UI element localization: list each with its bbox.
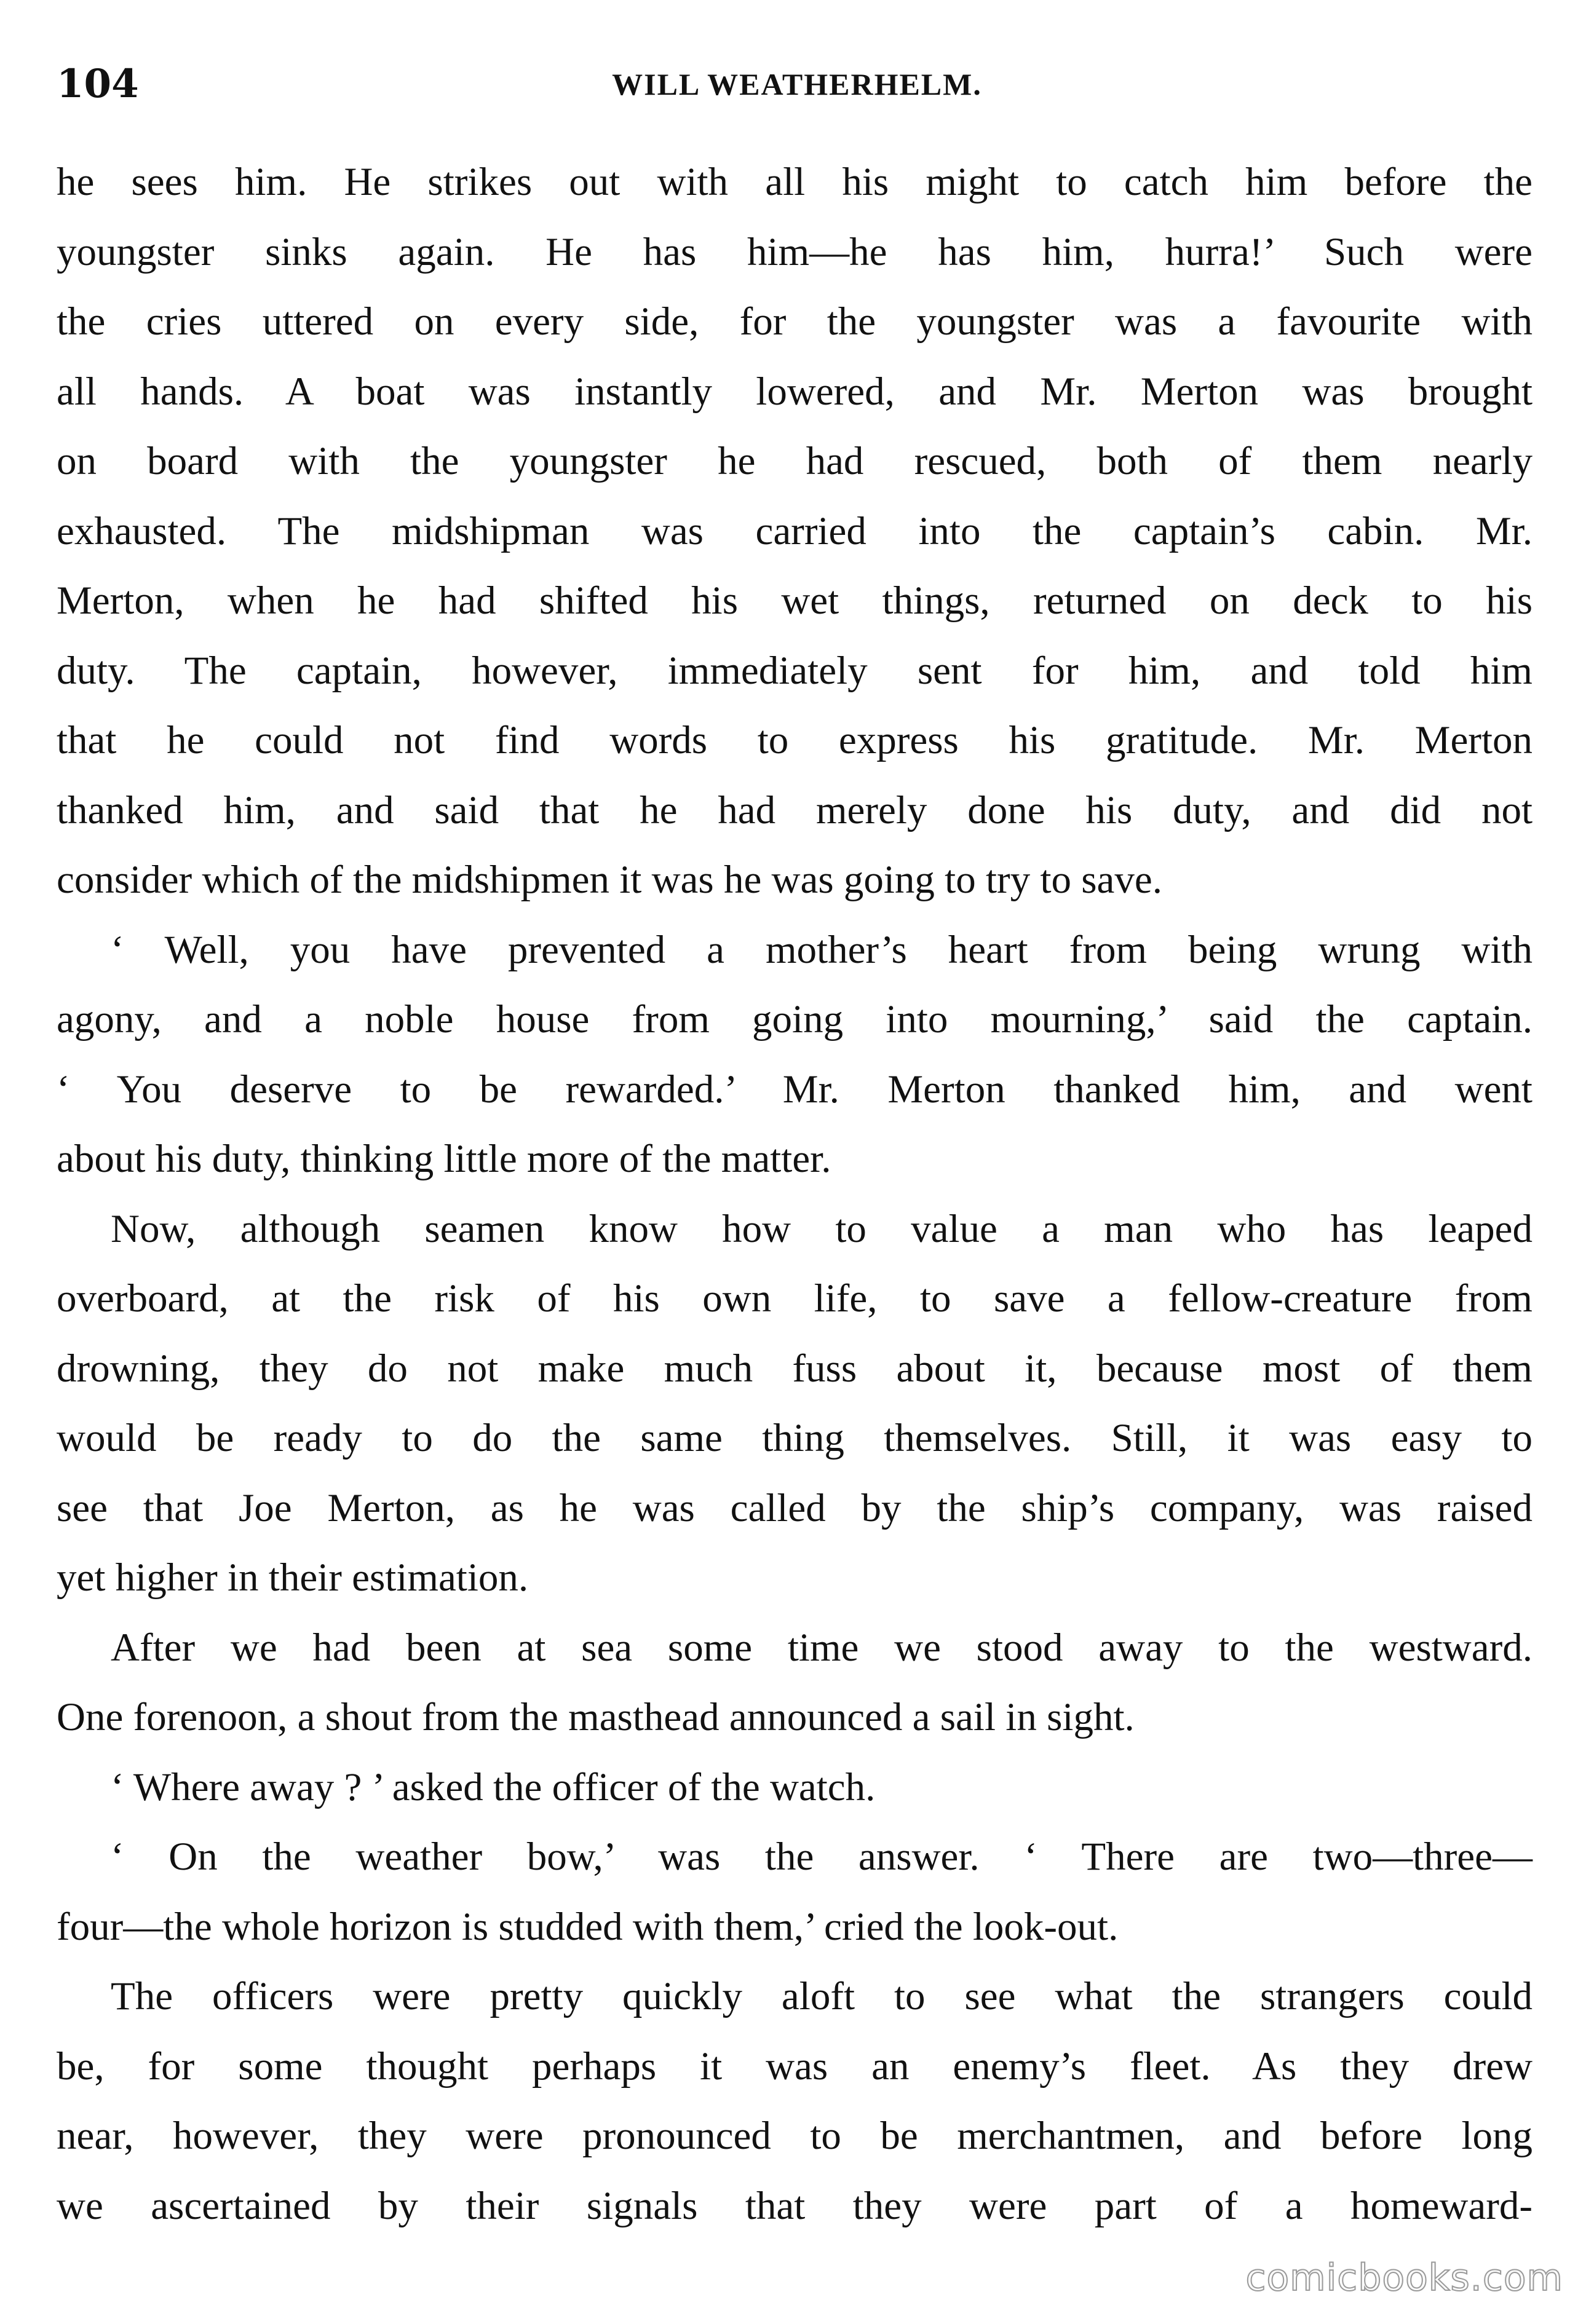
text-line: see that Joe Merton, as he was called by the ship’s company, was raised	[57, 1485, 1533, 1530]
text-line: all hands. A boat was instantly lowered, and Mr. Merton was brought	[57, 369, 1533, 414]
text-line: ‘ On the weather bow,’ was the answer. ‘ There are two—three—	[111, 1835, 1533, 1879]
text-line: near, however, they were pronounced to be merchantmen, and before long	[57, 2114, 1533, 2158]
page-header	[57, 57, 1537, 112]
text-line: After we had been at sea some time we stood away to the westward.	[111, 1625, 1533, 1670]
text-line: ‘ You deserve to be rewarded.’ Mr. Merton thanked him, and went	[57, 1067, 1533, 1112]
text-line: The officers were pretty quickly aloft to see what the strangers could	[111, 1974, 1533, 2018]
text-line: agony, and a noble house from going into mourning,’ said the captain.	[57, 997, 1533, 1041]
text-line: consider which of the midshipmen it was he was going to try to save.	[57, 858, 1163, 902]
text-line: on board with the youngster he had rescued, both of them nearly	[57, 439, 1533, 483]
text-line: exhausted. The midshipman was carried into the captain’s cabin. Mr.	[57, 508, 1533, 553]
text-line: One forenoon, a shout from the masthead announced a sail in sight.	[57, 1695, 1135, 1739]
text-line: about his duty, thinking little more of the matter.	[57, 1137, 831, 1181]
text-line: thanked him, and said that he had merely done his duty, and did not	[57, 788, 1533, 832]
text-line: be, for some thought perhaps it was an enemy’s fleet. As they drew	[57, 2044, 1533, 2089]
text-line: drowning, they do not make much fuss about it, because most of them	[57, 1346, 1533, 1391]
text-line: duty. The captain, however, immediately sent for him, and told him	[57, 648, 1533, 693]
running-title: WILL WEATHERHELM.	[612, 67, 982, 101]
text-line: overboard, at the risk of his own life, to save a fellow-creature from	[57, 1276, 1533, 1321]
text-line: would be ready to do the same thing themselves. Still, it was easy to	[57, 1416, 1533, 1460]
text-line: Now, although seamen know how to value a man who has leaped	[111, 1206, 1533, 1251]
text-line: he sees him. He strikes out with all his might to catch him before the	[57, 160, 1533, 204]
text-line: we ascertained by their signals that they were part of a homeward-	[57, 2183, 1533, 2228]
body-text	[57, 148, 1533, 2241]
watermark-logo: comicbooks.com	[1245, 2256, 1563, 2299]
text-line: four—the whole horizon is studded with them,’ cried the look-out.	[57, 1904, 1119, 1949]
text-line: youngster sinks again. He has him—he has him, hurra!’ Such were	[57, 229, 1533, 274]
text-line: Merton, when he had shifted his wet things, returned on deck to his	[57, 579, 1533, 623]
text-line: the cries uttered on every side, for the youngster was a favourite with	[57, 299, 1533, 344]
text-line: that he could not find words to express his gratitude. Mr. Merton	[57, 718, 1533, 762]
text-line: ‘ Where away ? ’ asked the officer of the watch.	[111, 1765, 876, 1809]
text-line: ‘ Well, you have prevented a mother’s heart from being wrung with	[111, 927, 1533, 972]
page-number: 104	[57, 61, 139, 107]
text-line: yet higher in their estimation.	[57, 1555, 529, 1600]
